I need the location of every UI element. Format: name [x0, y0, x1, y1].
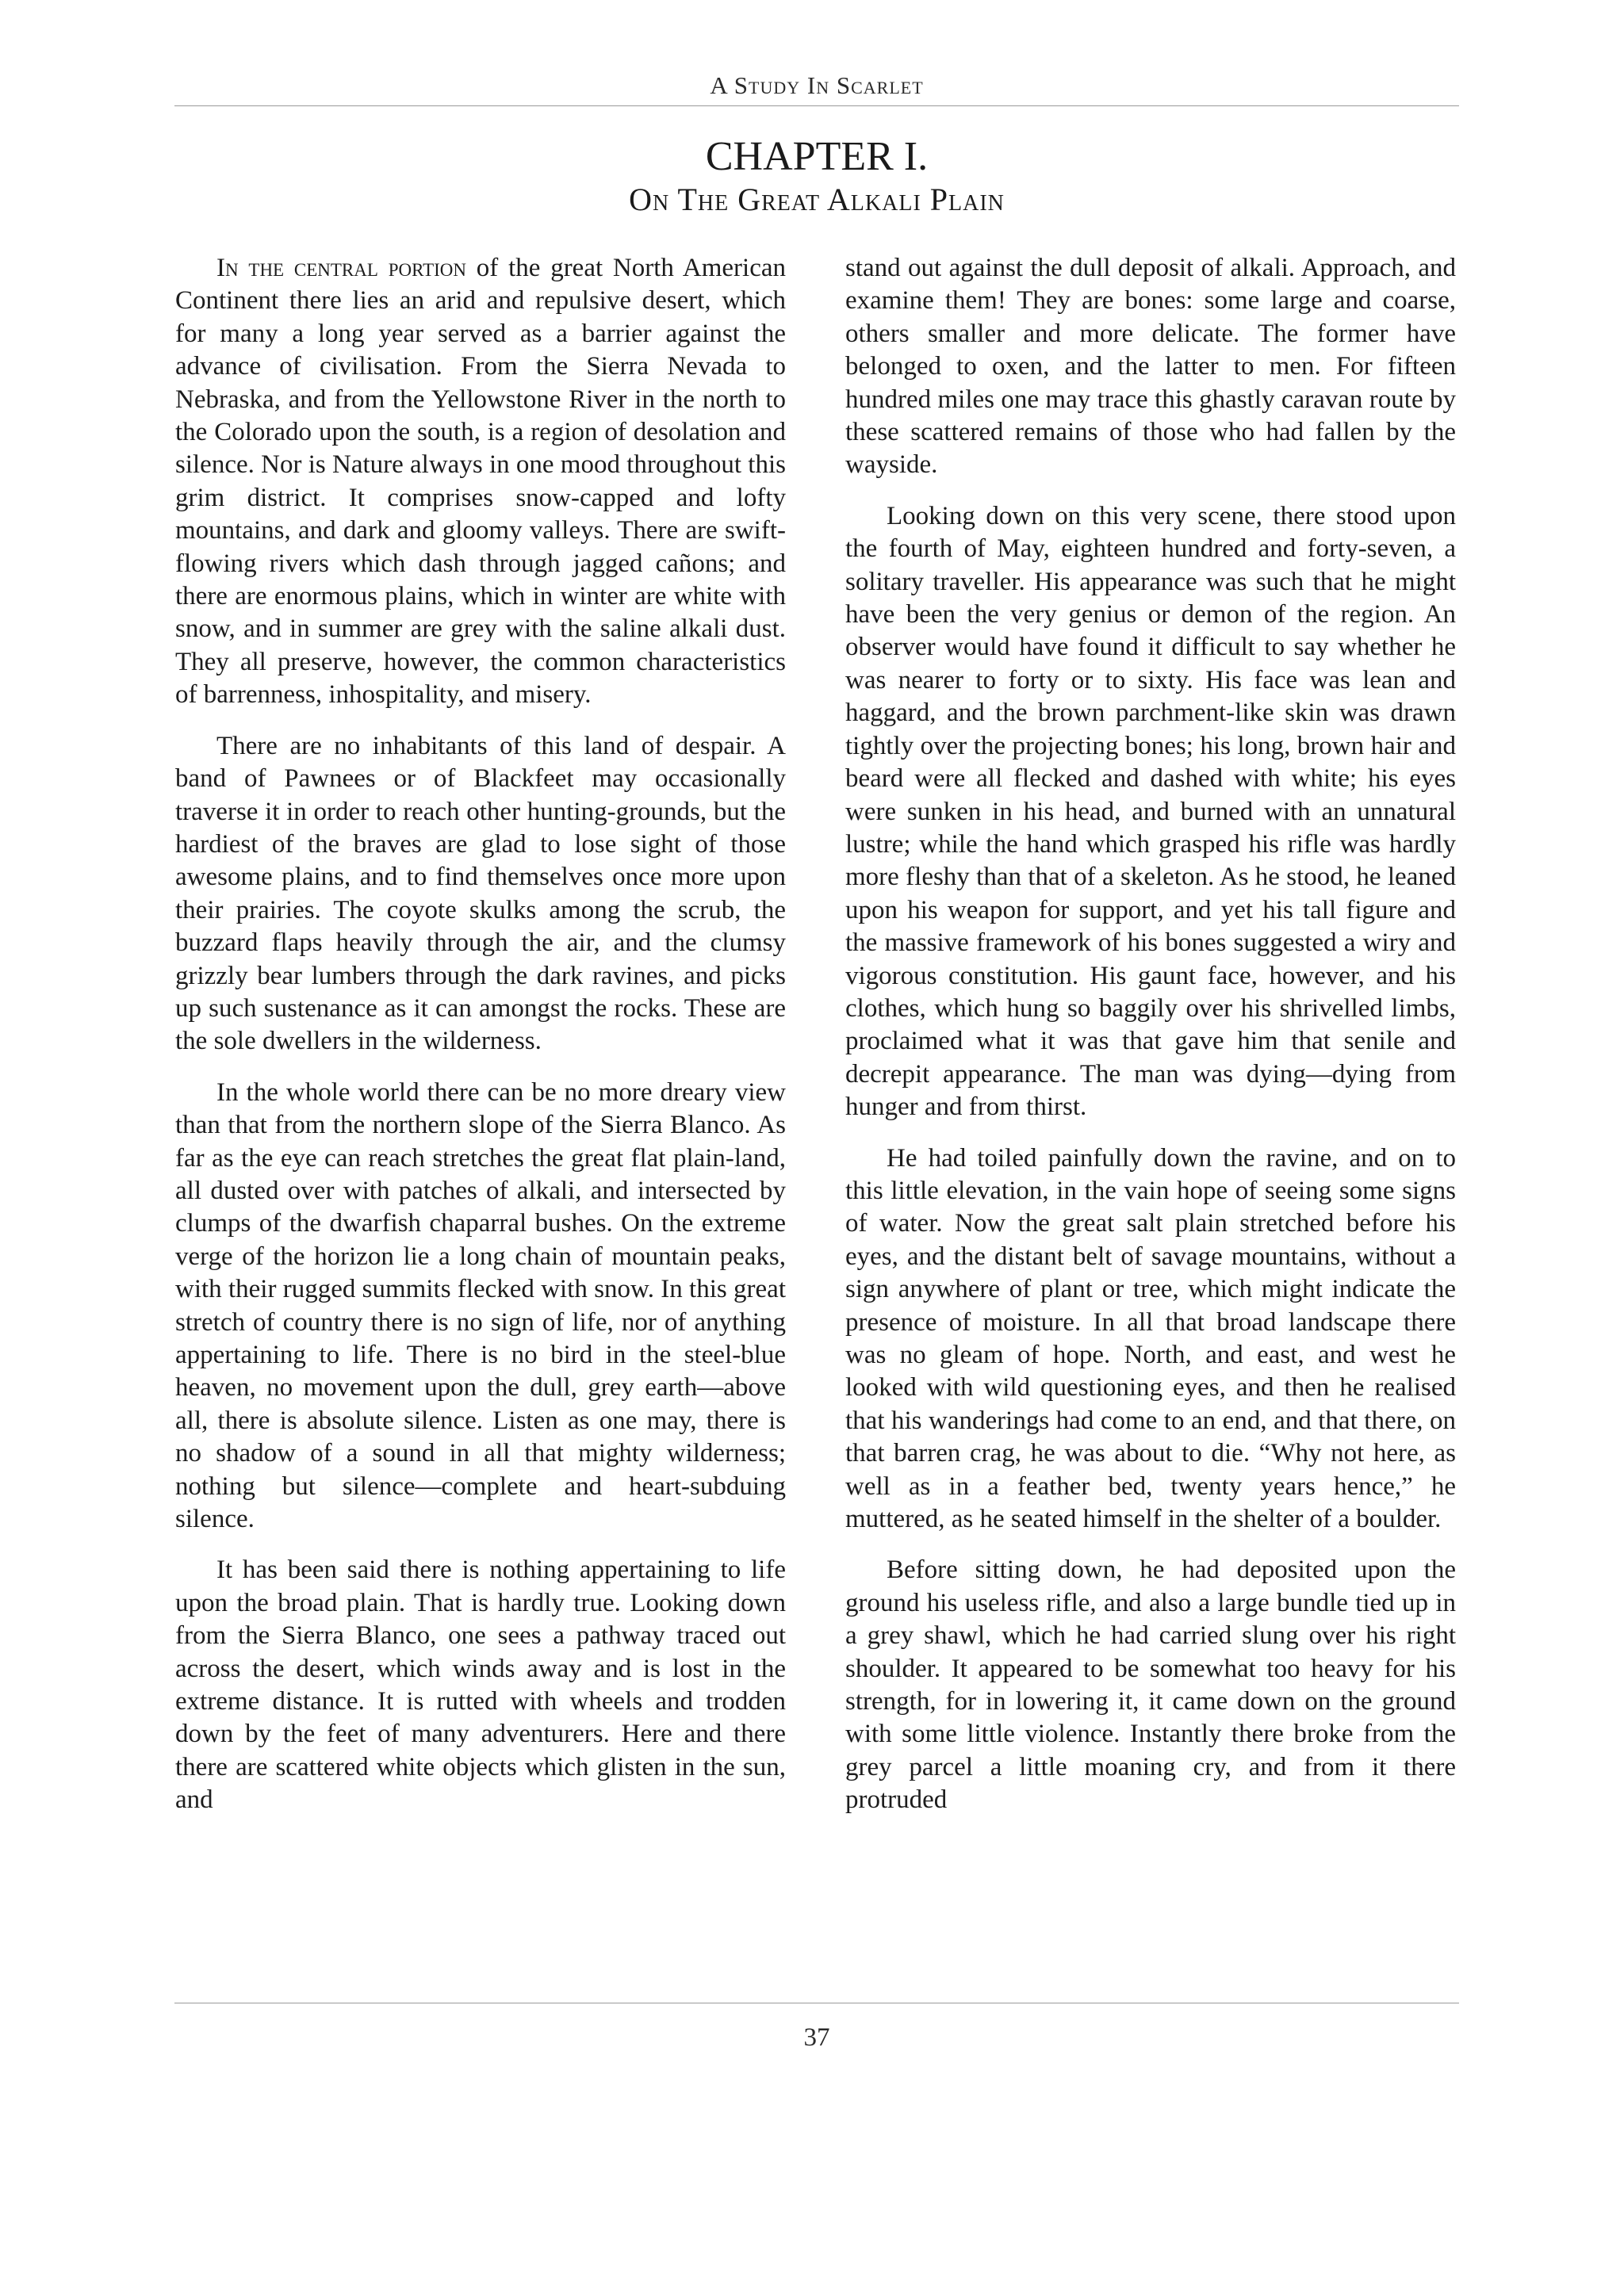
chapter-subtitle: On The Great Alkali Plain [629, 182, 1005, 217]
paragraph: Before sitting down, he had deposited upon the ground his useless rifle, and also a large bundle tied up in a grey shawl, which he had carried slung over his right shoulder. It appeared to be somewhat too heavy for his strength, for in lowering it, it came down on the ground with some little violence. Instantly there broke from the grey parcel a little moaning cry, and from it there protruded [845, 1556, 1456, 1815]
page-number: 37 [803, 2023, 830, 2052]
paragraph: It has been said there is nothing appertaining to life upon the broad plain. That is hardly true. Looking down from the Sierra Blanco, one sees a pathway traced out across the desert, which winds away and is lost in the extreme distance. It is rutted with wheels and trodden down by the feet of many adventurers. Here and there there are scattered white objects which glisten in the sun, and [175, 1556, 786, 1815]
running-head: A Study In Scarlet [710, 71, 924, 99]
header-rule [174, 105, 1459, 106]
paragraph [175, 252, 786, 712]
paragraph-continuation: stand out against the dull deposit of alkali. Approach, and examine them! They are bones: some large and coarse, others smaller and more delicate. The former have belonged to oxen, and the latter to men. For fifteen hundred miles one may trace this ghastly caravan route by these scattered remains of those who had fallen by the wayside. [845, 254, 1456, 480]
paragraph-text: of the great North American Continent there lies an arid and repulsive desert, which for many a long year served as a barrier against the advance of civilisation. From the Sierra Nevada to Nebraska, and from the Yellowstone River in the north to the Colorado upon the south, is a region of desolation and silence. Nor is Nature always in one mood throughout this grim district. It comprises snow-capped and lofty mountains, and dark and gloomy valleys. There are swift-flowing rivers which dash through jagged cañons; and there are enormous plains, which in winter are white with snow, and in summer are grey with the saline alkali dust. They all preserve, however, the common characteristics of barrenness, inhospitality, and misery. [175, 254, 786, 710]
paragraph-lead-in: In the central portion [216, 254, 467, 282]
paragraph: In the whole world there can be no more dreary view than that from the northern slope of the Sierra Blanco. As far as the eye can reach stretches the great flat plain-land, all dusted over with patches of alkali, and intersected by clumps of the dwarfish chaparral bushes. On the extreme verge of the horizon lie a long chain of mountain peaks, with their rugged summits flecked with snow. In this great stretch of country there is no sign of life, nor of anything appertaining to life. There is no bird in the steel-blue heaven, no movement upon the dull, grey earth—above all, there is absolute silence. Listen as one may, there is no shadow of a sound in all that mighty wilderness; nothing but silence—complete and heart-subduing silence. [175, 1077, 786, 1534]
chapter-title: CHAPTER I. [705, 134, 929, 179]
paragraph: Looking down on this very scene, there stood upon the fourth of May, eighteen hundred and forty-seven, a solitary traveller. His appearance was such that he might have been the very genius or demon of the region. An observer would have found it difficult to say whether he was nearer to forty or to sixty. His face was lean and haggard, and the brown parchment-like skin was drawn tightly over the projecting bones; his long, brown hair and beard were all flecked and dashed with white; his eyes were sunken in his head, and burned with an unnatural lustre; while the hand which grasped his rifle was hardly more fleshy than that of a skeleton. As he stood, he leaned upon his weapon for support, and yet his tall figure and the massive framework of his bones suggested a wiry and vigorous constitution. His gaunt face, however, and his clothes, which hung so baggily over his shrivelled limbs, proclaimed what it was that gave him that senile and decrepit appearance. The man was dying—dying from hunger and from thirst. [845, 501, 1456, 1122]
left-column [175, 252, 786, 1835]
right-column [845, 252, 1456, 1835]
paragraph: He had toiled painfully down the ravine, and on to this little elevation, in the vain hope of seeing some signs of water. Now the great salt plain stretched before his eyes, and the distant belt of savage mountains, without a sign anywhere of plant or tree, which might indicate the presence of moisture. In all that broad landscape there was no gleam of hope. North, and east, and west he looked with wild questioning eyes, and then he realised that his wanderings had come to an end, and that there, on that barren crag, he was about to die. “Why not here, as well as in a feather bed, twenty years hence,” he muttered, as he seated himself in the shelter of a boulder. [845, 1143, 1456, 1534]
paragraph: There are no inhabitants of this land of despair. A band of Pawnees or of Blackfeet may occasionally traverse it in order to reach other hunting-grounds, but the hardiest of the braves are glad to lose sight of those awesome plains, and to find themselves once more upon their prairies. The coyote skulks among the scrub, the buzzard flaps heavily through the air, and the clumsy grizzly bear lumbers through the dark ravines, and picks up such sustenance as it can amongst the rocks. These are the sole dwellers in the wilderness. [175, 731, 786, 1056]
